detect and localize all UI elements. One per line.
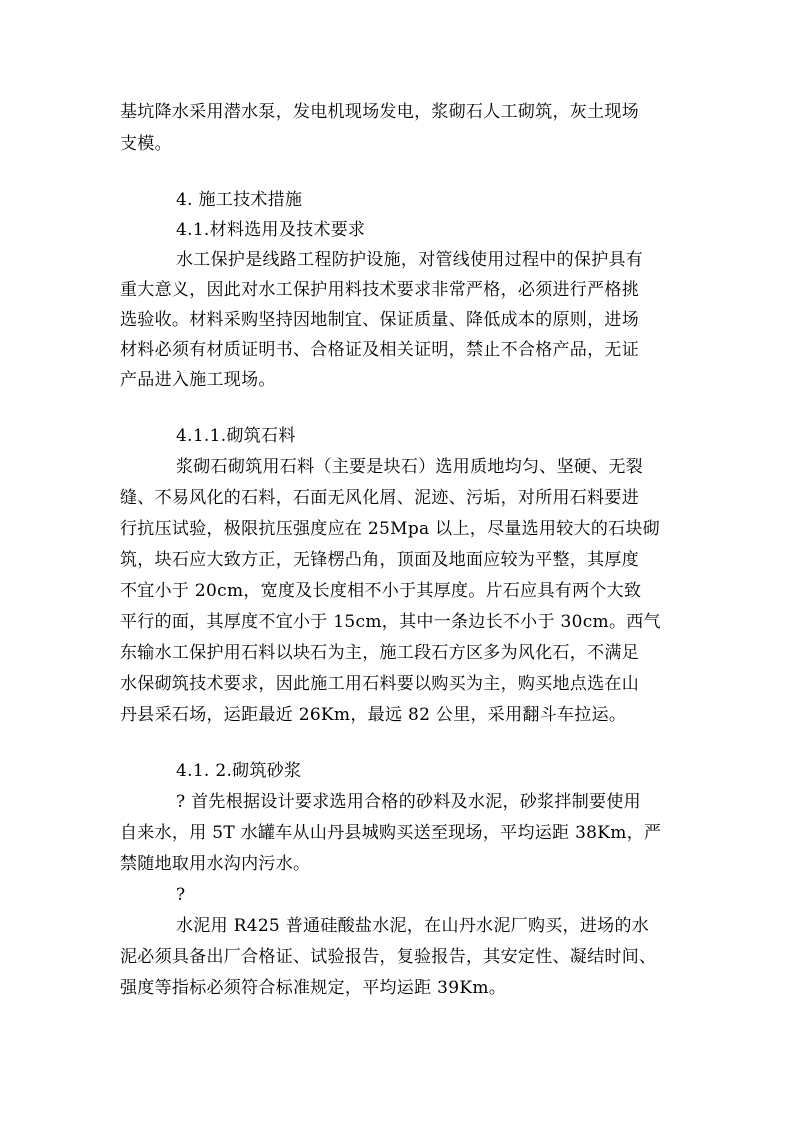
paragraph-line: 不宜小于 20cm，宽度及长度相不小于其厚度。片石应具有两个大致 bbox=[120, 581, 642, 601]
paragraph-line: ? 首先根据设计要求选用合格的砂料及水泥，砂浆拌制要使用 bbox=[176, 792, 641, 812]
paragraph-line: 浆砌石砌筑用石料（主要是块石）选用质地均匀、坚硬、无裂 bbox=[176, 457, 644, 477]
paragraph-line: 支模。 bbox=[120, 134, 172, 154]
paragraph-line: 缝、不易风化的石料，石面无风化屑、泥迹、污垢，对所用石料要进 bbox=[120, 488, 639, 508]
paragraph-line: ? bbox=[176, 885, 186, 905]
paragraph-line: 自来水，用 5T 水罐车从山丹县城购买送至现场，平均运距 38Km，严 bbox=[120, 823, 662, 843]
paragraph-line: 泥必须具备出厂合格证、试验报告，复验报告，其安定性、凝结时间、 bbox=[120, 947, 657, 967]
paragraph-line: 产品进入施工现场。 bbox=[120, 370, 276, 390]
paragraph-line: 强度等指标必须符合标准规定，平均运距 39Km。 bbox=[120, 978, 507, 998]
paragraph-line: 重大意义，因此对水工保护用料技术要求非常严格，必须进行严格挑 bbox=[120, 280, 639, 300]
subsection-heading: 4.1.材料选用及技术要求 bbox=[176, 220, 366, 240]
paragraph-line: 东输水工保护用石料以块石为主，施工段石方区多为风化石，不满足 bbox=[120, 643, 639, 663]
paragraph-line: 丹县采石场，运距最近 26Km，最远 82 公里，采用翻斗车拉运。 bbox=[120, 705, 627, 725]
paragraph-line: 基坑降水采用潜水泵，发电机现场发电，浆砌石人工砌筑，灰土现场 bbox=[120, 102, 639, 122]
paragraph-line: 水保砌筑技术要求，因此施工用石料要以购买为主，购买地点选在山 bbox=[120, 674, 639, 694]
paragraph-line: 材料必须有材质证明书、合格证及相关证明，禁止不合格产品，无证 bbox=[120, 340, 639, 360]
section-heading: 4. 施工技术措施 bbox=[176, 190, 303, 210]
paragraph-line: 行抗压试验，极限抗压强度应在 25Mpa 以上，尽量选用较大的石块砌 bbox=[120, 519, 661, 539]
paragraph-line: 选验收。材料采购坚持因地制宜、保证质量、降低成本的原则，进场 bbox=[120, 310, 639, 330]
paragraph-line: 筑，块石应大致方正，无锋楞凸角，顶面及地面应较为平整，其厚度 bbox=[120, 550, 639, 570]
paragraph-line: 水工保护是线路工程防护设施，对管线使用过程中的保护具有 bbox=[176, 250, 644, 270]
subsection-heading: 4.1.1.砌筑石料 bbox=[176, 426, 296, 446]
paragraph-line: 平行的面，其厚度不宜小于 15cm，其中一条边长不小于 30cm。西气 bbox=[120, 612, 661, 632]
paragraph-line: 水泥用 R425 普通硅酸盐水泥，在山丹水泥厂购买，进场的水 bbox=[176, 916, 650, 936]
subsection-heading: 4.1. 2.砌筑砂浆 bbox=[176, 761, 302, 781]
paragraph-line: 禁随地取用水沟内污水。 bbox=[120, 854, 311, 874]
